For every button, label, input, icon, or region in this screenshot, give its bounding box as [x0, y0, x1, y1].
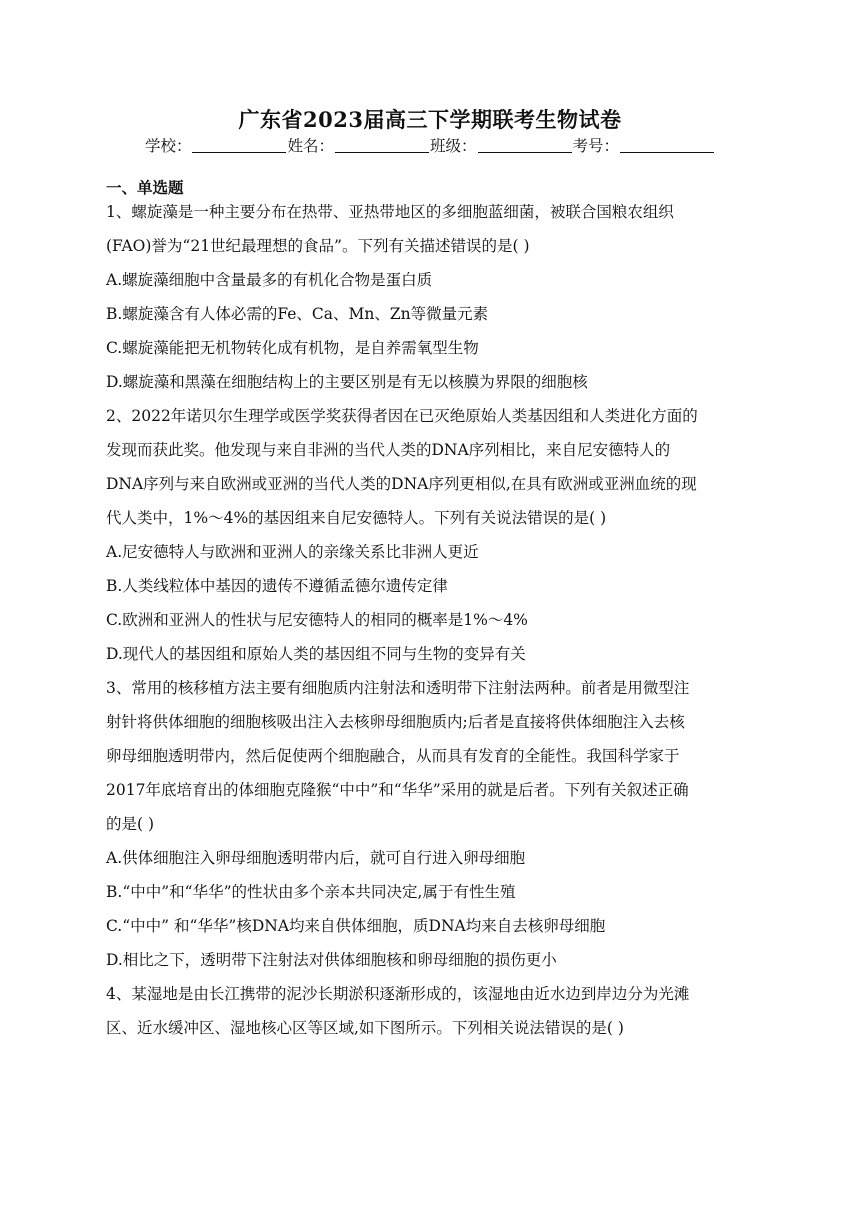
exam-number-blank[interactable] [620, 137, 714, 153]
text-line: 射针将供体细胞的细胞核吸出注入去核卵母细胞质内;后者是直接将供体细胞注入去核 [106, 713, 685, 731]
name-label: 姓名： [287, 137, 334, 155]
text-line: C.“中中” 和“华华”核DNA均来自供体细胞，质DNA均来自去核卵母细胞 [106, 917, 606, 935]
text-line: DNA序列与来自欧洲或亚洲的当代人类的DNA序列更相似,在具有欧洲或亚洲血统的现 [106, 475, 697, 493]
class-blank[interactable] [478, 137, 572, 153]
text-line: 4、某湿地是由长江携带的泥沙长期淤积逐渐形成的，该湿地由近水边到岸边分为光滩 [106, 985, 690, 1003]
text-line: A.尼安德特人与欧洲和亚洲人的亲缘关系比非洲人更近 [106, 543, 479, 561]
text-line: 代人类中，1%～4%的基因组来自尼安德特人。下列有关说法错误的是( ) [106, 509, 607, 527]
name-blank[interactable] [335, 137, 429, 153]
text-line: D.现代人的基因组和原始人类的基因组不同与生物的变异有关 [106, 645, 526, 663]
text-line: 3、常用的核移植方法主要有细胞质内注射法和透明带下注射法两种。前者是用微型注 [106, 679, 690, 697]
text-line: (FAO)誉为“21世纪最理想的食品”。下列有关描述错误的是( ) [106, 237, 530, 255]
text-line: 区、近水缓冲区、湿地核心区等区域,如下图所示。下列相关说法错误的是( ) [106, 1019, 624, 1037]
school-blank[interactable] [192, 137, 286, 153]
questions-body [106, 195, 756, 1045]
text-line: A.螺旋藻细胞中含量最多的有机化合物是蛋白质 [106, 271, 433, 289]
school-label: 学校： [144, 137, 192, 155]
text-line: B.人类线粒体中基因的遗传不遵循孟德尔遗传定律 [106, 577, 448, 595]
text-line: A.供体细胞注入卵母细胞透明带内后，就可自行进入卵母细胞 [106, 849, 526, 867]
section-heading: 一、单选题 [106, 178, 184, 197]
text-line: C.螺旋藻能把无机物转化成有机物，是自养需氧型生物 [106, 339, 479, 357]
text-line: 2017年底培育出的体细胞克隆猴“中中”和“华华”采用的就是后者。下列有关叙述正确 [106, 781, 689, 799]
text-line: 的是( ) [106, 815, 155, 833]
text-line: 1、螺旋藻是一种主要分布在热带、亚热带地区的多细胞蓝细菌，被联合国粮农组织 [106, 203, 674, 221]
exam-number-label: 考号： [572, 137, 620, 155]
class-label: 班级： [430, 137, 477, 155]
student-info-row [0, 134, 860, 156]
text-line: D.相比之下，透明带下注射法对供体细胞核和卵母细胞的损伤更小 [106, 951, 557, 969]
text-line: C.欧洲和亚洲人的性状与尼安德特人的相同的概率是1%～4% [106, 611, 528, 629]
text-line: D.螺旋藻和黑藻在细胞结构上的主要区别是有无以核膜为界限的细胞核 [106, 373, 588, 391]
page-title: 广东省2023届高三下学期联考生物试卷 [238, 107, 622, 132]
text-line: B.螺旋藻含有人体必需的Fe、Ca、Mn、Zn等微量元素 [106, 305, 489, 323]
text-line: 2、2022年诺贝尔生理学或医学奖获得者因在已灭绝原始人类基因组和人类进化方面的 [106, 407, 698, 425]
text-line: B.“中中”和“华华”的性状由多个亲本共同决定,属于有性生殖 [106, 883, 516, 901]
text-line: 卵母细胞透明带内，然后促使两个细胞融合，从而具有发育的全能性。我国科学家于 [106, 747, 680, 765]
text-line: 发现而获此奖。他发现与来自非洲的当代人类的DNA序列相比，来自尼安德特人的 [106, 441, 671, 459]
